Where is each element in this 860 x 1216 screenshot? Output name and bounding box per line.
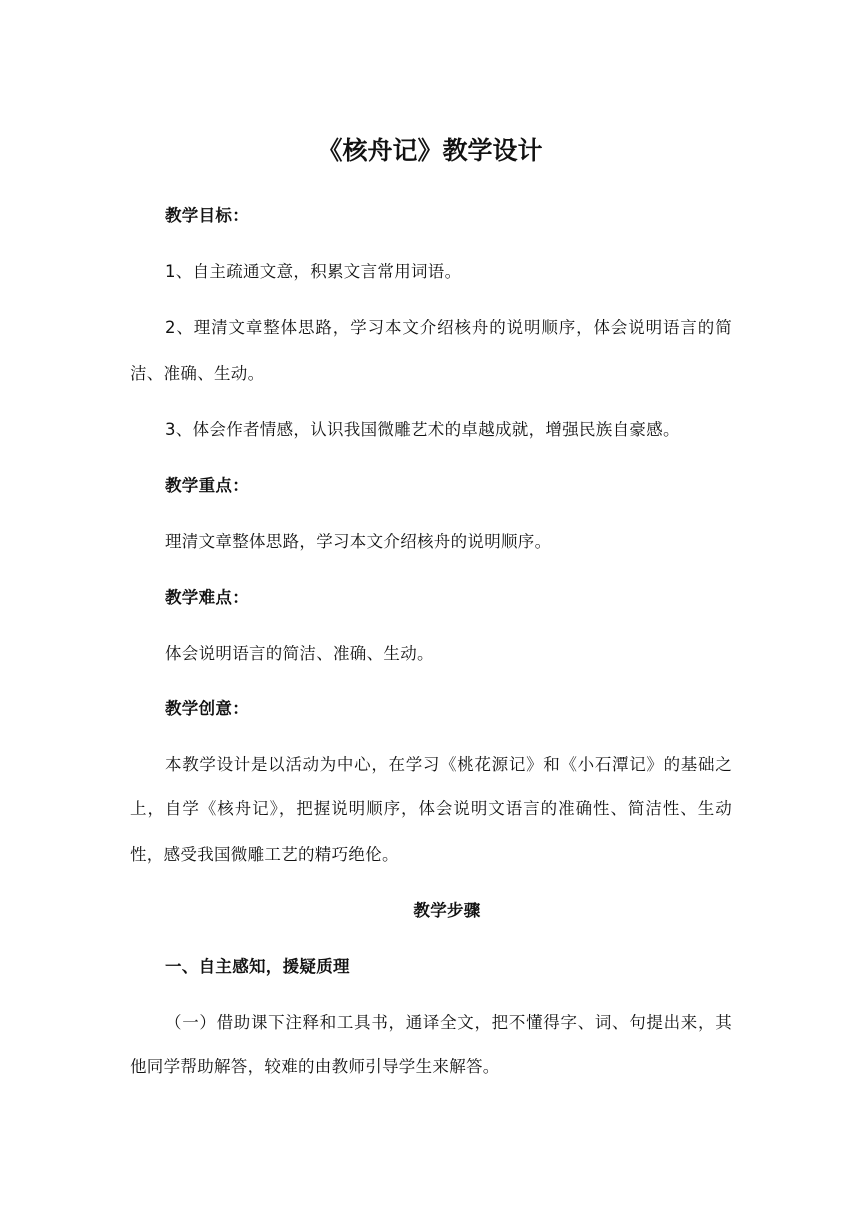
step-1-line-1: （一）借助课下注释和工具书，通译全文，把不懂得字、词、句提出来，其 [165,1013,732,1032]
section-1-heading: 一、自主感知，援疑质理 [165,957,350,976]
goal-item-3: 3、体会作者情感，认识我国微雕艺术的卓越成就，增强民族自豪感。 [165,420,680,439]
idea-text-line-2: 上，自学《核舟记》，把握说明顺序，体会说明文语言的准确性、简洁性、生动 [130,799,732,818]
idea-heading: 教学创意： [165,699,249,718]
difficulty-heading: 教学难点： [165,588,249,607]
idea-text-line-1: 本教学设计是以活动为中心，在学习《桃花源记》和《小石潭记》的基础之 [165,755,732,774]
goals-heading: 教学目标： [165,206,249,225]
step-1-line-2: 他同学帮助解答，较难的由教师引导学生来解答。 [130,1057,500,1076]
idea-text-line-3: 性，感受我国微雕工艺的精巧绝伦。 [130,845,399,864]
document-title: 《核舟记》教学设计 [317,136,543,165]
goal-item-2-line-2: 洁、准确、生动。 [130,364,265,383]
goal-item-2-line-1: 2、理清文章整体思路，学习本文介绍核舟的说明顺序，体会说明语言的简 [165,318,732,337]
steps-heading: 教学步骤 [413,901,481,920]
difficulty-text: 体会说明语言的简洁、准确、生动。 [165,644,434,663]
key-point-text: 理清文章整体思路，学习本文介绍核舟的说明顺序。 [165,532,552,551]
key-point-heading: 教学重点： [165,476,249,495]
goal-item-1: 1、自主疏通文意，积累文言常用词语。 [165,262,462,281]
